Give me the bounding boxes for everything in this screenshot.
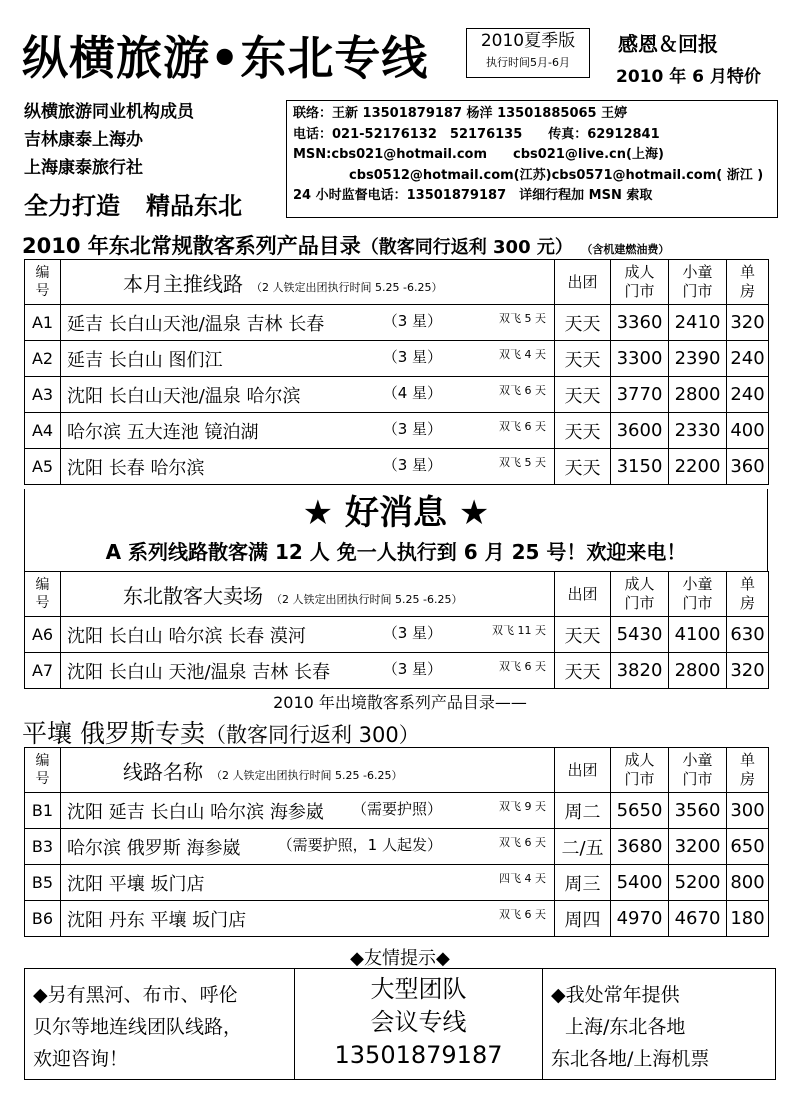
table-row — [25, 793, 769, 829]
route-no: A5 — [25, 449, 61, 485]
route-table-body — [25, 748, 769, 937]
header-child-bottom: 门市 — [682, 282, 713, 300]
header-no-top: 编 — [35, 753, 50, 769]
tip-line: ◆另有黑河、布市、呼伦 — [33, 984, 238, 1006]
tip-line: 东北各地/上海机票 — [551, 1048, 710, 1070]
header-no-bottom: 号 — [35, 595, 50, 611]
table-row — [25, 305, 769, 341]
header-child-top: 小童 — [682, 751, 713, 769]
tips-title: ◆友情提示◆ — [350, 948, 450, 969]
header-no — [25, 260, 61, 305]
table-row — [25, 413, 769, 449]
slogan-part: 全力打造 — [24, 192, 120, 220]
route-hotel-rating: （3 星） — [382, 455, 442, 474]
header-route — [61, 572, 555, 617]
header-adult-bottom: 门市 — [624, 594, 655, 612]
route-no: B6 — [25, 901, 61, 937]
header-single — [727, 748, 769, 793]
single-room-price: 800 — [727, 865, 769, 901]
header-no — [25, 572, 61, 617]
header-route-label: 东北散客大卖场 — [123, 583, 263, 608]
route-hotel-rating: （3 星） — [382, 659, 442, 678]
good-news-title: ★ 好消息 ★ — [302, 493, 490, 533]
adult-price: 3300 — [611, 341, 669, 377]
header-adult-bottom: 门市 — [624, 770, 655, 788]
route-stops: 沈阳 长白山 天池/温泉 吉林 长春 — [67, 661, 330, 683]
route-cell — [61, 617, 555, 653]
tips-right — [543, 969, 775, 1079]
route-no: A3 — [25, 377, 61, 413]
header-route-label: 线路名称 — [123, 759, 203, 784]
departure-schedule: 天天 — [555, 305, 611, 341]
route-cell — [61, 653, 555, 689]
child-price: 4100 — [669, 617, 727, 653]
outbound-catalog-title: 2010 年出境散客系列产品目录—— — [273, 693, 527, 712]
tip-line: 贝尔等地连线团队线路， — [33, 1016, 243, 1038]
adult-price: 3600 — [611, 413, 669, 449]
route-stops: 沈阳 平壤 坂门店 — [67, 873, 205, 895]
table-row — [25, 377, 769, 413]
route-table-a — [24, 259, 769, 485]
tip-line: 大型团队 — [370, 975, 467, 1003]
route-no: A6 — [25, 617, 61, 653]
route-transport: 双飞 5 天 — [499, 311, 546, 325]
header-route-hint: （2 人铁定出团执行时间 5.25 -6.25） — [211, 768, 403, 782]
header-route-hint: （2 人铁定出团执行时间 5.25 -6.25） — [251, 280, 443, 294]
contact-line: 联络：王新 13501879187 杨洋 13501885065 王婷 — [293, 106, 628, 121]
single-room-price: 320 — [727, 305, 769, 341]
route-no: A1 — [25, 305, 61, 341]
table-row — [25, 829, 769, 865]
header-adult — [611, 260, 669, 305]
route-table-a2 — [24, 571, 769, 689]
header-no — [25, 748, 61, 793]
departure-schedule: 天天 — [555, 653, 611, 689]
route-transport: 双飞 4 天 — [499, 347, 546, 361]
departure-schedule: 二/五 — [555, 829, 611, 865]
outbound-subtitle-line — [22, 714, 420, 750]
child-price: 5200 — [669, 865, 727, 901]
departure-schedule: 天天 — [555, 617, 611, 653]
route-hotel-rating: （3 星） — [382, 623, 442, 642]
header-single — [727, 260, 769, 305]
route-cell — [61, 341, 555, 377]
header-departure: 出团 — [555, 572, 611, 617]
route-transport: 双飞 6 天 — [499, 835, 546, 849]
table-row — [25, 341, 769, 377]
brand-title: 纵横旅游•东北专线 — [22, 31, 429, 85]
header-route-hint: （2 人铁定出团执行时间 5.25 -6.25） — [271, 592, 463, 606]
route-cell — [61, 901, 555, 937]
route-hotel-rating: （需要护照，1 人起发） — [277, 835, 442, 854]
departure-schedule: 天天 — [555, 449, 611, 485]
adult-price: 3680 — [611, 829, 669, 865]
adult-price: 3150 — [611, 449, 669, 485]
child-price: 3200 — [669, 829, 727, 865]
departure-schedule: 天天 — [555, 413, 611, 449]
header-child-top: 小童 — [682, 263, 713, 281]
child-price: 2200 — [669, 449, 727, 485]
single-room-price: 240 — [727, 341, 769, 377]
child-price: 3560 — [669, 793, 727, 829]
adult-price: 5400 — [611, 865, 669, 901]
route-no: B5 — [25, 865, 61, 901]
child-price: 2330 — [669, 413, 727, 449]
route-table-body — [25, 260, 769, 485]
adult-price: 5650 — [611, 793, 669, 829]
header-single — [727, 572, 769, 617]
contact-line: 24 小时监督电话：13501879187 详细行程加 MSN 索取 — [293, 188, 653, 203]
header-adult — [611, 748, 669, 793]
member-line: 纵横旅游同业机构成员 — [24, 102, 194, 122]
table-header-row — [25, 260, 769, 305]
adult-price: 3770 — [611, 377, 669, 413]
child-price: 4670 — [669, 901, 727, 937]
route-no: A7 — [25, 653, 61, 689]
header-adult-top: 成人 — [624, 575, 655, 593]
route-hotel-rating: （3 星） — [382, 419, 442, 438]
catalog-heading — [22, 230, 669, 260]
route-stops: 沈阳 丹东 平壤 坂门店 — [67, 909, 247, 931]
adult-price: 3820 — [611, 653, 669, 689]
departure-schedule: 天天 — [555, 377, 611, 413]
member-line: 吉林康泰上海办 — [24, 130, 143, 150]
child-price: 2390 — [669, 341, 727, 377]
header-child — [669, 748, 727, 793]
child-price: 2410 — [669, 305, 727, 341]
single-room-price: 630 — [727, 617, 769, 653]
route-hotel-rating: （3 星） — [382, 347, 442, 366]
tip-line: 欢迎咨询！ — [33, 1048, 129, 1070]
single-room-price: 300 — [727, 793, 769, 829]
tips-middle — [295, 969, 543, 1079]
table-row — [25, 653, 769, 689]
edition-label: 2010夏季版 — [480, 31, 576, 51]
header-child — [669, 572, 727, 617]
contact-line: MSN:cbs021@hotmail.com cbs021@live.cn(上海) — [293, 147, 664, 162]
header-single-top: 单 — [739, 263, 755, 281]
header-departure: 出团 — [555, 260, 611, 305]
route-hotel-rating: （需要护照） — [351, 799, 442, 818]
header-route — [61, 748, 555, 793]
slogan — [24, 186, 242, 221]
route-table-body — [25, 572, 769, 689]
header-adult-top: 成人 — [624, 263, 655, 281]
child-price: 2800 — [669, 653, 727, 689]
table-row — [25, 865, 769, 901]
route-transport: 双飞 6 天 — [499, 659, 546, 673]
good-news-text: A 系列线路散客满 12 人 免一人执行到 6 月 25 号！欢迎来电！ — [105, 540, 687, 564]
outbound-subtitle: 平壤 俄罗斯专卖 — [22, 719, 205, 748]
table-row — [25, 901, 769, 937]
tips-box — [24, 968, 776, 1080]
route-cell — [61, 413, 555, 449]
header-child-bottom: 门市 — [682, 594, 713, 612]
route-stops: 延吉 长白山天池/温泉 吉林 长春 — [67, 313, 325, 335]
header-no-top: 编 — [35, 577, 50, 593]
header-single-bottom: 房 — [739, 770, 755, 788]
slogan-part: 精品东北 — [146, 192, 242, 220]
header-route-label: 本月主推线路 — [123, 271, 243, 296]
catalog-note: （含机建燃油费） — [586, 243, 670, 256]
special-offer-date: 2010 年 6 月特价 — [616, 67, 761, 87]
route-hotel-rating: （4 星） — [382, 383, 442, 402]
route-no: B1 — [25, 793, 61, 829]
route-cell — [61, 377, 555, 413]
route-cell — [61, 829, 555, 865]
member-list — [24, 98, 194, 182]
table-row — [25, 617, 769, 653]
catalog-rebate: （散客同行返利 300 元） — [360, 237, 573, 258]
contact-line: 电话：021-52176132 52176135 传真：62912841 — [293, 126, 660, 142]
route-transport: 双飞 6 天 — [499, 383, 546, 397]
hotline-number: 13501879187 — [334, 1041, 503, 1069]
header-adult-bottom: 门市 — [624, 282, 655, 300]
route-hotel-rating: （3 星） — [382, 311, 442, 330]
route-transport: 双飞 11 天 — [492, 623, 546, 637]
child-price: 2800 — [669, 377, 727, 413]
header-child — [669, 260, 727, 305]
header-departure: 出团 — [555, 748, 611, 793]
tips-left — [25, 969, 295, 1079]
header-adult-top: 成人 — [624, 751, 655, 769]
departure-schedule: 周四 — [555, 901, 611, 937]
route-cell — [61, 305, 555, 341]
route-table-b — [24, 747, 769, 937]
route-transport: 双飞 5 天 — [499, 455, 546, 469]
departure-schedule: 周二 — [555, 793, 611, 829]
edition-box — [466, 28, 590, 78]
contact-line: cbs0512@hotmail.com(江苏)cbs0571@hotmail.com( 浙江 ) — [349, 167, 764, 183]
outbound-rebate: （散客同行返利 300） — [204, 723, 420, 747]
route-no: A4 — [25, 413, 61, 449]
adult-price: 3360 — [611, 305, 669, 341]
route-stops: 沈阳 延吉 长白山 哈尔滨 海参崴 — [67, 801, 324, 823]
route-transport: 四飞 4 天 — [499, 871, 546, 885]
tip-line: 会议专线 — [370, 1008, 467, 1036]
route-stops: 哈尔滨 俄罗斯 海参崴 — [67, 837, 241, 859]
edition-period: 执行时间5月-6月 — [486, 56, 570, 69]
departure-schedule: 周三 — [555, 865, 611, 901]
contact-box — [286, 100, 778, 218]
header-child-bottom: 门市 — [682, 770, 713, 788]
single-room-price: 240 — [727, 377, 769, 413]
header-single-top: 单 — [739, 751, 755, 769]
route-cell — [61, 449, 555, 485]
route-transport: 双飞 6 天 — [499, 907, 546, 921]
route-stops: 延吉 长白山 图们江 — [67, 349, 223, 371]
adult-price: 4970 — [611, 901, 669, 937]
member-line: 上海康泰旅行社 — [24, 158, 143, 178]
departure-schedule: 天天 — [555, 341, 611, 377]
header-single-bottom: 房 — [739, 282, 755, 300]
table-header-row — [25, 572, 769, 617]
table-header-row — [25, 748, 769, 793]
route-cell — [61, 793, 555, 829]
route-stops: 沈阳 长春 哈尔滨 — [67, 457, 205, 479]
route-stops: 哈尔滨 五大连池 镜泊湖 — [67, 421, 259, 443]
single-room-price: 400 — [727, 413, 769, 449]
header-no-bottom: 号 — [35, 771, 50, 787]
good-news-banner — [24, 489, 768, 571]
route-transport: 双飞 6 天 — [499, 419, 546, 433]
adult-price: 5430 — [611, 617, 669, 653]
thanks-heading: 感恩＆回报 — [618, 32, 718, 56]
tip-line: ◆我处常年提供 — [551, 984, 680, 1006]
header-child-top: 小童 — [682, 575, 713, 593]
table-row — [25, 449, 769, 485]
header-single-top: 单 — [739, 575, 755, 593]
tip-line: 上海/东北各地 — [565, 1016, 686, 1038]
header-route — [61, 260, 555, 305]
header-no-bottom: 号 — [35, 283, 50, 299]
header-adult — [611, 572, 669, 617]
route-stops: 沈阳 长白山天池/温泉 哈尔滨 — [67, 385, 301, 407]
route-no: B3 — [25, 829, 61, 865]
header-single-bottom: 房 — [739, 594, 755, 612]
route-transport: 双飞 9 天 — [499, 799, 546, 813]
route-no: A2 — [25, 341, 61, 377]
single-room-price: 650 — [727, 829, 769, 865]
single-room-price: 180 — [727, 901, 769, 937]
header-no-top: 编 — [35, 265, 50, 281]
single-room-price: 360 — [727, 449, 769, 485]
route-cell — [61, 865, 555, 901]
route-stops: 沈阳 长白山 哈尔滨 长春 漠河 — [67, 625, 306, 647]
single-room-price: 320 — [727, 653, 769, 689]
catalog-title: 2010 年东北常规散客系列产品目录 — [22, 234, 361, 258]
